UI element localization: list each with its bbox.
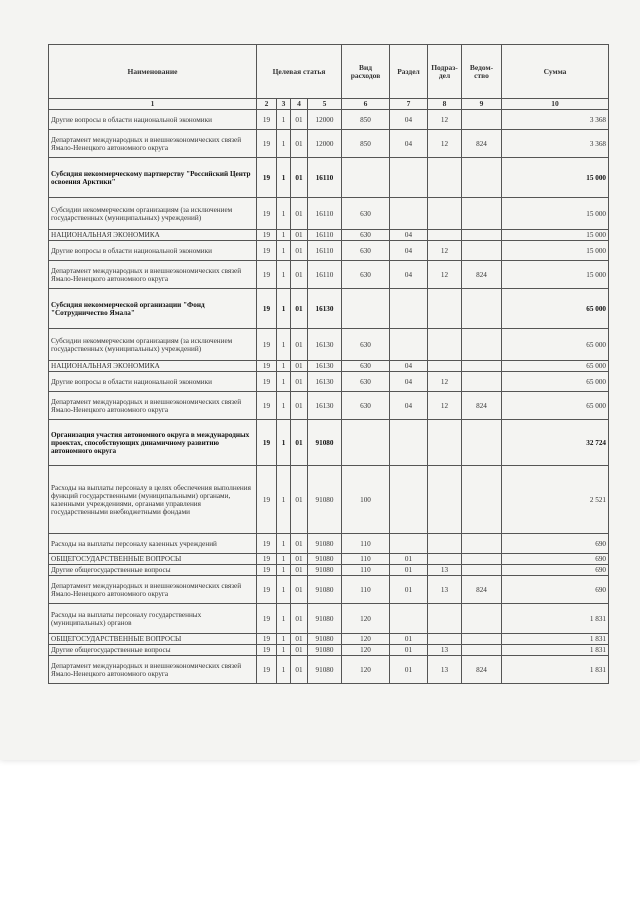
cell-type: 630 (342, 241, 390, 261)
cell-c3: 01 (291, 554, 308, 565)
cell-section (390, 534, 428, 554)
cell-name: Организация участия автономного округа в международных проектах, способствующих динамичному развитию автономного округа (49, 420, 257, 466)
cell-c2: 1 (277, 392, 291, 420)
cell-sum: 15 000 (502, 230, 609, 241)
cell-c3: 01 (291, 261, 308, 289)
cell-type: 630 (342, 230, 390, 241)
cell-c3: 01 (291, 656, 308, 684)
num-cell: 2 (257, 99, 277, 110)
cell-c4: 12000 (308, 130, 342, 158)
cell-dept: 824 (462, 261, 502, 289)
table-row (49, 158, 609, 198)
header-subsection: Подраз-дел (428, 45, 462, 99)
cell-c3: 01 (291, 241, 308, 261)
cell-c3: 01 (291, 198, 308, 230)
cell-section: 01 (390, 554, 428, 565)
cell-sum: 65 000 (502, 361, 609, 372)
table-row (49, 198, 609, 230)
cell-sub: 12 (428, 130, 462, 158)
cell-c2: 1 (277, 576, 291, 604)
cell-type: 630 (342, 361, 390, 372)
header-sum: Сумма (502, 45, 609, 99)
cell-sub (428, 289, 462, 329)
cell-c4: 91080 (308, 420, 342, 466)
table-row (49, 554, 609, 565)
cell-c4: 16110 (308, 230, 342, 241)
num-cell: 4 (291, 99, 308, 110)
cell-sum: 690 (502, 534, 609, 554)
cell-c2: 1 (277, 656, 291, 684)
cell-name: Другие общегосударственные вопросы (49, 645, 257, 656)
cell-name: Расходы на выплаты персоналу казенных учреждений (49, 534, 257, 554)
cell-sub (428, 634, 462, 645)
cell-sum: 1 831 (502, 604, 609, 634)
cell-c4: 91080 (308, 554, 342, 565)
cell-name: Расходы на выплаты персоналу государственных (муниципальных) органов (49, 604, 257, 634)
num-cell: 8 (428, 99, 462, 110)
cell-c4: 16110 (308, 261, 342, 289)
num-cell: 10 (502, 99, 609, 110)
cell-c4: 91080 (308, 645, 342, 656)
cell-c4: 91080 (308, 604, 342, 634)
cell-c2: 1 (277, 554, 291, 565)
cell-dept: 824 (462, 576, 502, 604)
cell-c2: 1 (277, 329, 291, 361)
header-name: Наименование (49, 45, 257, 99)
cell-dept (462, 466, 502, 534)
cell-c2: 1 (277, 130, 291, 158)
cell-c3: 01 (291, 130, 308, 158)
cell-section (390, 420, 428, 466)
cell-sub (428, 158, 462, 198)
cell-c3: 01 (291, 230, 308, 241)
cell-c1: 19 (257, 554, 277, 565)
cell-c4: 91080 (308, 576, 342, 604)
cell-section: 04 (390, 230, 428, 241)
cell-c4: 16130 (308, 329, 342, 361)
cell-section: 04 (390, 361, 428, 372)
cell-type (342, 158, 390, 198)
cell-name: НАЦИОНАЛЬНАЯ ЭКОНОМИКА (49, 361, 257, 372)
cell-section (390, 198, 428, 230)
cell-name: Расходы на выплаты персоналу в целях обеспечения выполнения функций государственными (муниципальными) органами, казенными учреждениями, органами управления государственными внебюджетными фондами (49, 466, 257, 534)
cell-c3: 01 (291, 420, 308, 466)
cell-c2: 1 (277, 634, 291, 645)
cell-section: 01 (390, 656, 428, 684)
cell-c1: 19 (257, 130, 277, 158)
cell-section: 01 (390, 576, 428, 604)
cell-c2: 1 (277, 604, 291, 634)
cell-name: НАЦИОНАЛЬНАЯ ЭКОНОМИКА (49, 230, 257, 241)
cell-dept (462, 420, 502, 466)
cell-name: Другие вопросы в области национальной экономики (49, 110, 257, 130)
cell-c3: 01 (291, 576, 308, 604)
cell-dept (462, 361, 502, 372)
cell-dept: 824 (462, 130, 502, 158)
cell-c4: 16110 (308, 198, 342, 230)
table-row (49, 645, 609, 656)
cell-dept (462, 604, 502, 634)
cell-type: 100 (342, 466, 390, 534)
cell-type: 630 (342, 372, 390, 392)
cell-dept (462, 230, 502, 241)
cell-type (342, 420, 390, 466)
cell-c1: 19 (257, 392, 277, 420)
cell-section: 01 (390, 565, 428, 576)
cell-section: 04 (390, 110, 428, 130)
cell-sub (428, 329, 462, 361)
cell-sum: 65 000 (502, 289, 609, 329)
cell-section (390, 329, 428, 361)
table-row (49, 604, 609, 634)
cell-type: 630 (342, 329, 390, 361)
cell-c4: 91080 (308, 534, 342, 554)
cell-type: 120 (342, 604, 390, 634)
cell-type: 110 (342, 565, 390, 576)
cell-sum: 3 368 (502, 130, 609, 158)
cell-c3: 01 (291, 361, 308, 372)
cell-c4: 91080 (308, 656, 342, 684)
cell-sub (428, 554, 462, 565)
cell-sub (428, 420, 462, 466)
cell-type: 630 (342, 261, 390, 289)
cell-c2: 1 (277, 198, 291, 230)
cell-dept (462, 198, 502, 230)
cell-c3: 01 (291, 604, 308, 634)
cell-sum: 65 000 (502, 372, 609, 392)
cell-sub: 12 (428, 372, 462, 392)
cell-section (390, 466, 428, 534)
cell-section: 04 (390, 372, 428, 392)
cell-sub: 13 (428, 645, 462, 656)
num-cell: 9 (462, 99, 502, 110)
budget-table (48, 44, 609, 684)
cell-name: Департамент международных и внешнеэкономических связей Ямало-Ненецкого автономного округа (49, 656, 257, 684)
cell-c1: 19 (257, 645, 277, 656)
cell-dept (462, 158, 502, 198)
cell-type: 850 (342, 110, 390, 130)
cell-sum: 65 000 (502, 392, 609, 420)
cell-name: Департамент международных и внешнеэкономических связей Ямало-Ненецкого автономного округа (49, 261, 257, 289)
cell-sum: 1 831 (502, 645, 609, 656)
cell-sub: 13 (428, 576, 462, 604)
cell-section: 01 (390, 645, 428, 656)
cell-name: ОБЩЕГОСУДАРСТВЕННЫЕ ВОПРОСЫ (49, 554, 257, 565)
cell-dept (462, 372, 502, 392)
cell-dept: 824 (462, 392, 502, 420)
cell-c1: 19 (257, 198, 277, 230)
cell-name: Другие общегосударственные вопросы (49, 565, 257, 576)
header-section: Раздел (390, 45, 428, 99)
num-cell: 5 (308, 99, 342, 110)
cell-name: Другие вопросы в области национальной экономики (49, 241, 257, 261)
cell-c4: 91080 (308, 634, 342, 645)
cell-sub (428, 466, 462, 534)
table-row (49, 241, 609, 261)
header-row (49, 45, 609, 99)
cell-c1: 19 (257, 565, 277, 576)
table-row (49, 289, 609, 329)
cell-sub (428, 198, 462, 230)
cell-sum: 690 (502, 554, 609, 565)
cell-c1: 19 (257, 634, 277, 645)
cell-dept (462, 241, 502, 261)
cell-name: Субсидии некоммерческим организациям (за исключением государственных (муниципальных) учреждений) (49, 198, 257, 230)
cell-sub: 13 (428, 565, 462, 576)
cell-name: Другие вопросы в области национальной экономики (49, 372, 257, 392)
cell-c4: 16130 (308, 372, 342, 392)
cell-dept (462, 110, 502, 130)
cell-c1: 19 (257, 261, 277, 289)
cell-sum: 15 000 (502, 198, 609, 230)
cell-sub: 12 (428, 261, 462, 289)
cell-c3: 01 (291, 329, 308, 361)
cell-type: 850 (342, 130, 390, 158)
cell-dept (462, 634, 502, 645)
cell-sub: 13 (428, 656, 462, 684)
cell-c4: 91080 (308, 565, 342, 576)
cell-type: 630 (342, 198, 390, 230)
cell-c3: 01 (291, 158, 308, 198)
cell-c3: 01 (291, 645, 308, 656)
cell-c1: 19 (257, 576, 277, 604)
budget-table-sheet (48, 44, 608, 684)
cell-c3: 01 (291, 289, 308, 329)
cell-name: Субсидия некоммерческому партнерству "Российский Центр освоения Арктики" (49, 158, 257, 198)
cell-dept (462, 329, 502, 361)
cell-dept (462, 289, 502, 329)
cell-c3: 01 (291, 372, 308, 392)
cell-type: 120 (342, 656, 390, 684)
cell-c4: 12000 (308, 110, 342, 130)
cell-dept (462, 565, 502, 576)
cell-c4: 16130 (308, 392, 342, 420)
cell-c2: 1 (277, 110, 291, 130)
cell-sub: 12 (428, 392, 462, 420)
num-cell: 7 (390, 99, 428, 110)
cell-c2: 1 (277, 158, 291, 198)
table-row (49, 329, 609, 361)
table-row (49, 466, 609, 534)
cell-c1: 19 (257, 372, 277, 392)
table-row (49, 110, 609, 130)
header-type: Вид расходов (342, 45, 390, 99)
header-dept: Ведом-ство (462, 45, 502, 99)
cell-section: 04 (390, 130, 428, 158)
cell-type: 110 (342, 554, 390, 565)
cell-dept: 824 (462, 656, 502, 684)
cell-sum: 1 831 (502, 656, 609, 684)
cell-sum: 15 000 (502, 158, 609, 198)
cell-section: 04 (390, 241, 428, 261)
cell-name: Департамент международных и внешнеэкономических связей Ямало-Ненецкого автономного округа (49, 130, 257, 158)
cell-sub: 12 (428, 110, 462, 130)
cell-name: Субсидии некоммерческим организациям (за исключением государственных (муниципальных) учреждений) (49, 329, 257, 361)
cell-sub (428, 230, 462, 241)
table-row (49, 534, 609, 554)
cell-sum: 15 000 (502, 261, 609, 289)
cell-name: Департамент международных и внешнеэкономических связей Ямало-Ненецкого автономного округа (49, 392, 257, 420)
cell-c2: 1 (277, 534, 291, 554)
table-row (49, 392, 609, 420)
table-row (49, 576, 609, 604)
cell-c3: 01 (291, 110, 308, 130)
table-row (49, 420, 609, 466)
cell-name: ОБЩЕГОСУДАРСТВЕННЫЕ ВОПРОСЫ (49, 634, 257, 645)
cell-c1: 19 (257, 289, 277, 329)
cell-sum: 1 831 (502, 634, 609, 645)
cell-c1: 19 (257, 110, 277, 130)
cell-type: 110 (342, 576, 390, 604)
cell-type (342, 289, 390, 329)
cell-section: 04 (390, 261, 428, 289)
cell-c1: 19 (257, 466, 277, 534)
cell-c1: 19 (257, 604, 277, 634)
table-row (49, 361, 609, 372)
table-row (49, 230, 609, 241)
cell-c1: 19 (257, 158, 277, 198)
table-row (49, 130, 609, 158)
num-cell: 6 (342, 99, 390, 110)
cell-dept (462, 534, 502, 554)
table-row (49, 634, 609, 645)
num-cell: 1 (49, 99, 257, 110)
cell-c1: 19 (257, 241, 277, 261)
cell-sub: 12 (428, 241, 462, 261)
cell-sum: 32 724 (502, 420, 609, 466)
cell-section: 01 (390, 634, 428, 645)
cell-type: 110 (342, 534, 390, 554)
cell-name: Субсидия некоммерческой организации "Фонд "Сотрудничество Ямала" (49, 289, 257, 329)
cell-c4: 16110 (308, 241, 342, 261)
numbering-row (49, 99, 609, 110)
table-row (49, 565, 609, 576)
cell-c2: 1 (277, 289, 291, 329)
table-body (49, 110, 609, 684)
cell-c1: 19 (257, 329, 277, 361)
cell-c2: 1 (277, 565, 291, 576)
table-row (49, 261, 609, 289)
cell-c3: 01 (291, 392, 308, 420)
cell-c2: 1 (277, 361, 291, 372)
cell-section (390, 289, 428, 329)
cell-c1: 19 (257, 230, 277, 241)
cell-c1: 19 (257, 361, 277, 372)
cell-sub (428, 604, 462, 634)
cell-sum: 690 (502, 576, 609, 604)
table-row (49, 372, 609, 392)
cell-section (390, 158, 428, 198)
cell-c4: 91080 (308, 466, 342, 534)
cell-type: 630 (342, 392, 390, 420)
cell-section: 04 (390, 392, 428, 420)
cell-c2: 1 (277, 372, 291, 392)
cell-c2: 1 (277, 466, 291, 534)
cell-type: 120 (342, 645, 390, 656)
cell-dept (462, 554, 502, 565)
cell-c4: 16110 (308, 158, 342, 198)
num-cell: 3 (277, 99, 291, 110)
cell-sum: 65 000 (502, 329, 609, 361)
cell-c4: 16130 (308, 289, 342, 329)
cell-sum: 2 521 (502, 466, 609, 534)
cell-section (390, 604, 428, 634)
header-target: Целевая статья (257, 45, 342, 99)
cell-c2: 1 (277, 420, 291, 466)
cell-c3: 01 (291, 466, 308, 534)
cell-sum: 3 368 (502, 110, 609, 130)
cell-c1: 19 (257, 656, 277, 684)
cell-c2: 1 (277, 230, 291, 241)
cell-sum: 690 (502, 565, 609, 576)
cell-sum: 15 000 (502, 241, 609, 261)
cell-name: Департамент международных и внешнеэкономических связей Ямало-Ненецкого автономного округа (49, 576, 257, 604)
table-row (49, 656, 609, 684)
cell-type: 120 (342, 634, 390, 645)
cell-c1: 19 (257, 420, 277, 466)
cell-c3: 01 (291, 634, 308, 645)
cell-c2: 1 (277, 261, 291, 289)
cell-c2: 1 (277, 645, 291, 656)
cell-dept (462, 645, 502, 656)
cell-c3: 01 (291, 534, 308, 554)
cell-sub (428, 361, 462, 372)
cell-sub (428, 534, 462, 554)
cell-c1: 19 (257, 534, 277, 554)
cell-c2: 1 (277, 241, 291, 261)
cell-c4: 16130 (308, 361, 342, 372)
cell-c3: 01 (291, 565, 308, 576)
